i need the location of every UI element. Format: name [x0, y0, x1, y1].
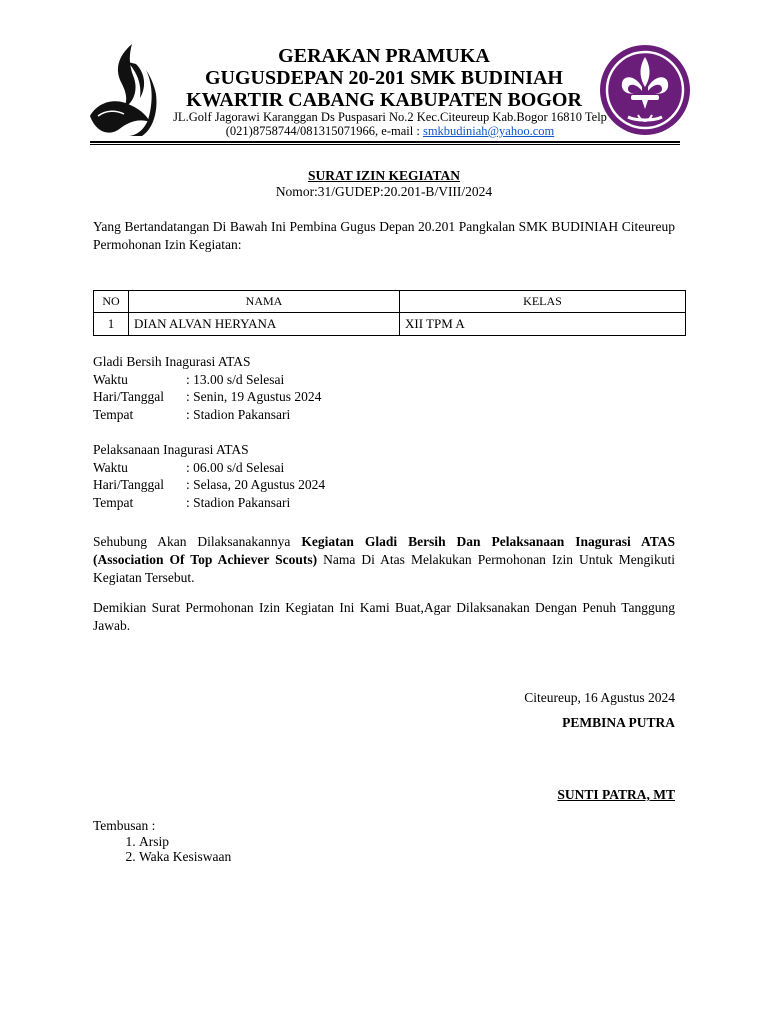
- cell-kelas: XII TPM A: [400, 313, 686, 336]
- tembusan-section: [93, 818, 231, 865]
- header-divider-thin: [90, 144, 680, 145]
- sehubung-tail: Nama Di Atas Melakukan Permohonan Izin Untuk Mengikuti Kegiatan Tersebut.: [93, 552, 675, 585]
- cell-nama: DIAN ALVAN HERYANA: [129, 313, 400, 336]
- intro-paragraph: Yang Bertandatangan Di Bawah Ini Pembina Gugus Depan 20.201 Pangkalan SMK BUDINIAH Citeureup Permohonan Izin Kegiatan:: [93, 219, 675, 252]
- value-waktu: : 06.00 s/d Selesai: [186, 459, 285, 475]
- event-row-tempat: [93, 494, 325, 512]
- signer-role: PEMBINA PUTRA: [562, 715, 675, 730]
- label-tempat: Tempat: [93, 494, 134, 510]
- label-hari: Hari/Tanggal: [93, 477, 165, 492]
- region-name: KWARTIR CABANG KABUPATEN BOGOR: [186, 89, 582, 111]
- cell-no: 1: [94, 313, 129, 336]
- event-row-tempat: [93, 406, 321, 424]
- signer-name: SUNTI PATRA, MT: [557, 787, 675, 802]
- event-block-gladi: [93, 353, 321, 423]
- list-item: 1. Arsip: [139, 834, 231, 850]
- sehubung-paragraph: [93, 533, 675, 587]
- event-row-waktu: [93, 371, 321, 389]
- unit-name: GUGUSDEPAN 20-201 SMK BUDINIAH: [205, 67, 563, 89]
- event-title: Pelaksanaan Inagurasi ATAS: [93, 442, 249, 457]
- place-date: Citeureup, 16 Agustus 2024: [524, 690, 675, 705]
- contact-phone: (021)8758744/081315071966, e-mail :: [225, 124, 423, 138]
- student-table: [93, 290, 686, 336]
- org-name: GERAKAN PRAMUKA: [278, 45, 490, 67]
- label-tempat: Tempat: [93, 406, 134, 422]
- header-nama: NAMA: [129, 291, 400, 313]
- event-row-waktu: [93, 459, 325, 477]
- header-divider: [90, 141, 680, 143]
- sehubung-activity: Kegiatan Gladi Bersih Dan Pelaksanaan Inagurasi ATAS (Association Of Top Achiever Scouts): [93, 534, 675, 567]
- value-tempat: : Stadion Pakansari: [186, 494, 291, 510]
- label-waktu: Waktu: [93, 459, 128, 475]
- label-waktu: Waktu: [93, 371, 128, 387]
- label-hari: Hari/Tanggal: [93, 389, 165, 404]
- event-row-hari: [93, 476, 325, 494]
- email-link[interactable]: smkbudiniah@yahoo.com: [422, 124, 555, 138]
- tembusan-label: Tembusan :: [93, 818, 156, 833]
- value-tempat: : Stadion Pakansari: [186, 406, 291, 422]
- event-row-hari: [93, 388, 321, 406]
- letter-number: Nomor:31/GUDEP:20.201-B/VIII/2024: [275, 184, 493, 199]
- value-waktu: : 13.00 s/d Selesai: [186, 371, 285, 387]
- value-hari: : Selasa, 20 Agustus 2024: [186, 477, 326, 492]
- closing-paragraph: Demikian Surat Permohonan Izin Kegiatan Ini Kami Buat,Agar Dilaksanakan Dengan Penuh Tanggung Jawab.: [93, 600, 675, 633]
- header-no: NO: [94, 291, 129, 313]
- address-line: JL.Golf Jagorawi Karanggan Ds Puspasari No.2 Kec.Citeureup Kab.Bogor 16810 Telp: [173, 110, 607, 124]
- value-hari: : Senin, 19 Agustus 2024: [186, 389, 322, 404]
- header-kelas: KELAS: [400, 291, 686, 313]
- table-header-row: [94, 291, 686, 313]
- letter-title: SURAT IZIN KEGIATAN: [307, 168, 461, 183]
- list-item: 2. Waka Kesiswaan: [139, 849, 231, 865]
- tembusan-list: [93, 834, 231, 865]
- contact-line: [160, 124, 620, 139]
- sehubung-lead: Sehubung Akan Dilaksanakannya: [93, 534, 302, 549]
- event-title: Gladi Bersih Inagurasi ATAS: [93, 354, 251, 369]
- table-row: [94, 313, 686, 336]
- event-block-pelaksanaan: [93, 441, 325, 511]
